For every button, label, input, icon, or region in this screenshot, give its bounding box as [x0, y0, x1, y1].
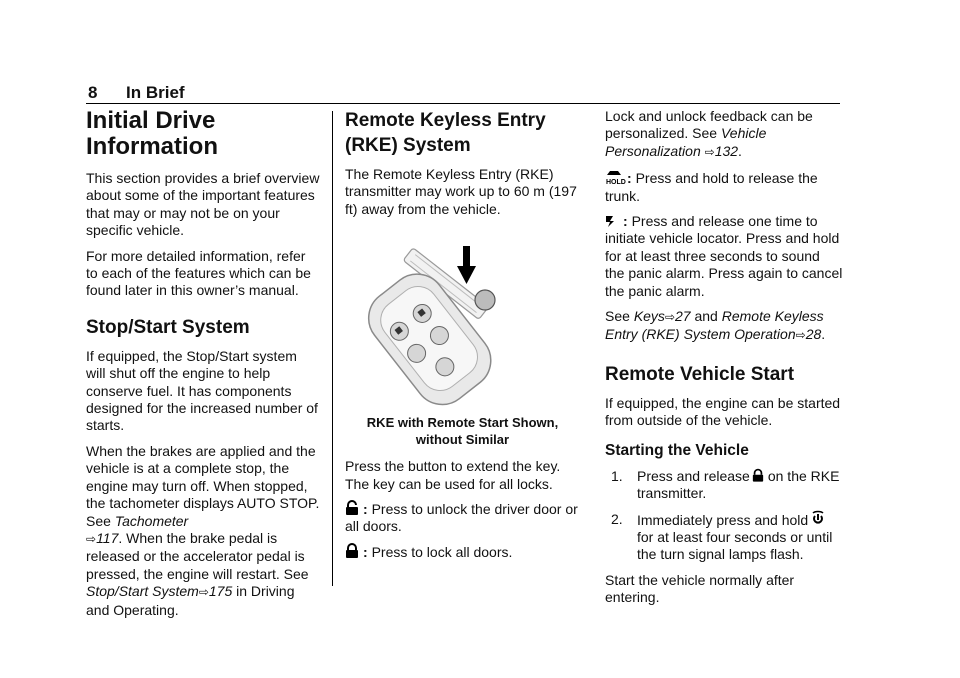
start-normally-paragraph: Start the vehicle normally after entering.: [605, 571, 795, 606]
unlock-icon: [345, 501, 359, 516]
page-header: [86, 83, 840, 104]
key-fob-illustration: [345, 228, 580, 406]
stop-start-paragraph-1: If equipped, the Stop/Start system will shut off the engine to help conserve fuel. It has components designed for the increased number of starts.: [86, 347, 318, 434]
initial-drive-title: Initial Drive Information: [86, 107, 218, 160]
ref-arrow-icon: ⇨: [664, 310, 675, 325]
remote-start-icon: [812, 511, 824, 527]
text-run: .: [821, 326, 826, 343]
text-run: in Driving and Operating.: [86, 583, 295, 618]
lock-icon: [752, 469, 764, 483]
rke-heading: Remote Keyless Entry (RKE) System: [345, 110, 546, 156]
column-2: [345, 108, 580, 569]
panic-horn-icon: [605, 213, 619, 228]
intro-paragraph-2: For more detailed information, refer to each of the features which can be found later in this owner’s manual.: [86, 247, 311, 299]
see-also-paragraph: [605, 308, 843, 345]
stop-start-paragraph-2: [86, 443, 320, 619]
rke-paragraph-1: The Remote Keyless Entry (RKE) transmitter may work up to 60 m (197 ft) away from the vehicle.: [345, 166, 577, 217]
text-run: and: [690, 308, 722, 325]
keys-page-ref[interactable]: 27: [675, 308, 691, 325]
column-1: [86, 108, 320, 627]
feedback-paragraph: [605, 108, 843, 161]
lock-icon: [345, 544, 359, 559]
text-run: .: [738, 142, 742, 159]
remote-start-heading: Remote Vehicle Start: [605, 363, 795, 385]
lock-text: Press to lock all doors.: [371, 543, 513, 560]
text-run: Immediately press and hold: [637, 511, 809, 528]
step-1: [605, 468, 843, 503]
stop-start-heading: Stop/Start System: [86, 316, 250, 338]
text-run: Press and release: [637, 467, 750, 484]
step-number: 1.: [611, 467, 623, 484]
ref-arrow-icon: ⇨: [198, 585, 209, 600]
rke-key-figure: [345, 228, 580, 406]
svg-text:HOLD: HOLD: [606, 179, 626, 187]
panic-paragraph: : Press and release one time to initiate vehicle locator. Press and hold for at least three seconds to sound the panic alarm. Press again to cancel the panic alarm.: [605, 213, 843, 299]
intro-paragraph-1: This section provides a brief overview about some of the important features that may or may not be on your specific vehicle.: [86, 170, 320, 239]
trunk-hold-icon: [605, 169, 626, 187]
trunk-text: Press and hold to release the trunk.: [605, 170, 818, 204]
tachometer-page-ref[interactable]: 117: [96, 529, 119, 546]
stop-start-link[interactable]: Stop/Start System: [86, 583, 199, 600]
text-run: on the RKE transmitter.: [637, 467, 840, 502]
keys-link[interactable]: Keys: [633, 308, 665, 325]
page-number: 8: [88, 83, 98, 102]
unlock-text: Press to unlock the driver door or all doors.: [345, 501, 578, 535]
lock-paragraph: : Press to lock all doors.: [345, 544, 580, 561]
section-title: In Brief: [126, 83, 185, 102]
ref-arrow-icon: ⇨: [704, 144, 715, 159]
rke-paragraph-2: Press the button to extend the key. The key can be used for all locks.: [345, 458, 561, 492]
stop-start-page-ref[interactable]: 175: [208, 583, 233, 600]
column-3: [605, 108, 843, 615]
rke-operation-link[interactable]: Remote Keyless Entry (RKE) System Operation: [605, 308, 824, 343]
unlock-paragraph: : Press to unlock the driver door or all doors.: [345, 501, 578, 535]
ref-arrow-icon: ⇨: [795, 328, 806, 343]
step-2: [605, 511, 843, 564]
ref-arrow-icon: ⇨: [86, 531, 97, 546]
text-run: for at least four seconds or until the turn signal lamps flash.: [637, 528, 833, 563]
step-number: 2.: [611, 510, 623, 527]
figure-caption: RKE with Remote Start Shown, without Similar: [366, 415, 559, 448]
step-text: [637, 468, 843, 503]
panic-text: Press and release one time to initiate vehicle locator. Press and hold for at least three seconds to sound the panic alarm. Press again to cancel the panic alarm.: [605, 213, 843, 299]
step-text: [637, 511, 843, 564]
starting-vehicle-heading: Starting the Vehicle: [605, 441, 749, 459]
tachometer-link[interactable]: Tachometer: [114, 512, 189, 529]
rke-operation-page-ref[interactable]: 28: [805, 326, 822, 343]
vehicle-personalization-link[interactable]: Vehicle Personalization: [605, 125, 767, 159]
text-run: Lock and unlock feedback can be personalized. See: [605, 108, 813, 142]
personalization-page-ref[interactable]: 132: [714, 142, 739, 159]
remote-start-paragraph: If equipped, the engine can be started from outside of the vehicle.: [605, 394, 841, 429]
text-run: When the brakes are applied and the vehicle is at a complete stop, the engine may turn off. When stopped, the tachometer displays AUTO STOP. See: [86, 442, 320, 529]
column-divider: [332, 111, 333, 586]
text-run: . When the brake pedal is released or the accelerator pedal is pressed, the engine will restart. See: [86, 529, 309, 582]
trunk-paragraph: HOLD : Press and hold to release the trunk.: [605, 170, 818, 204]
text-run: See: [605, 308, 634, 325]
